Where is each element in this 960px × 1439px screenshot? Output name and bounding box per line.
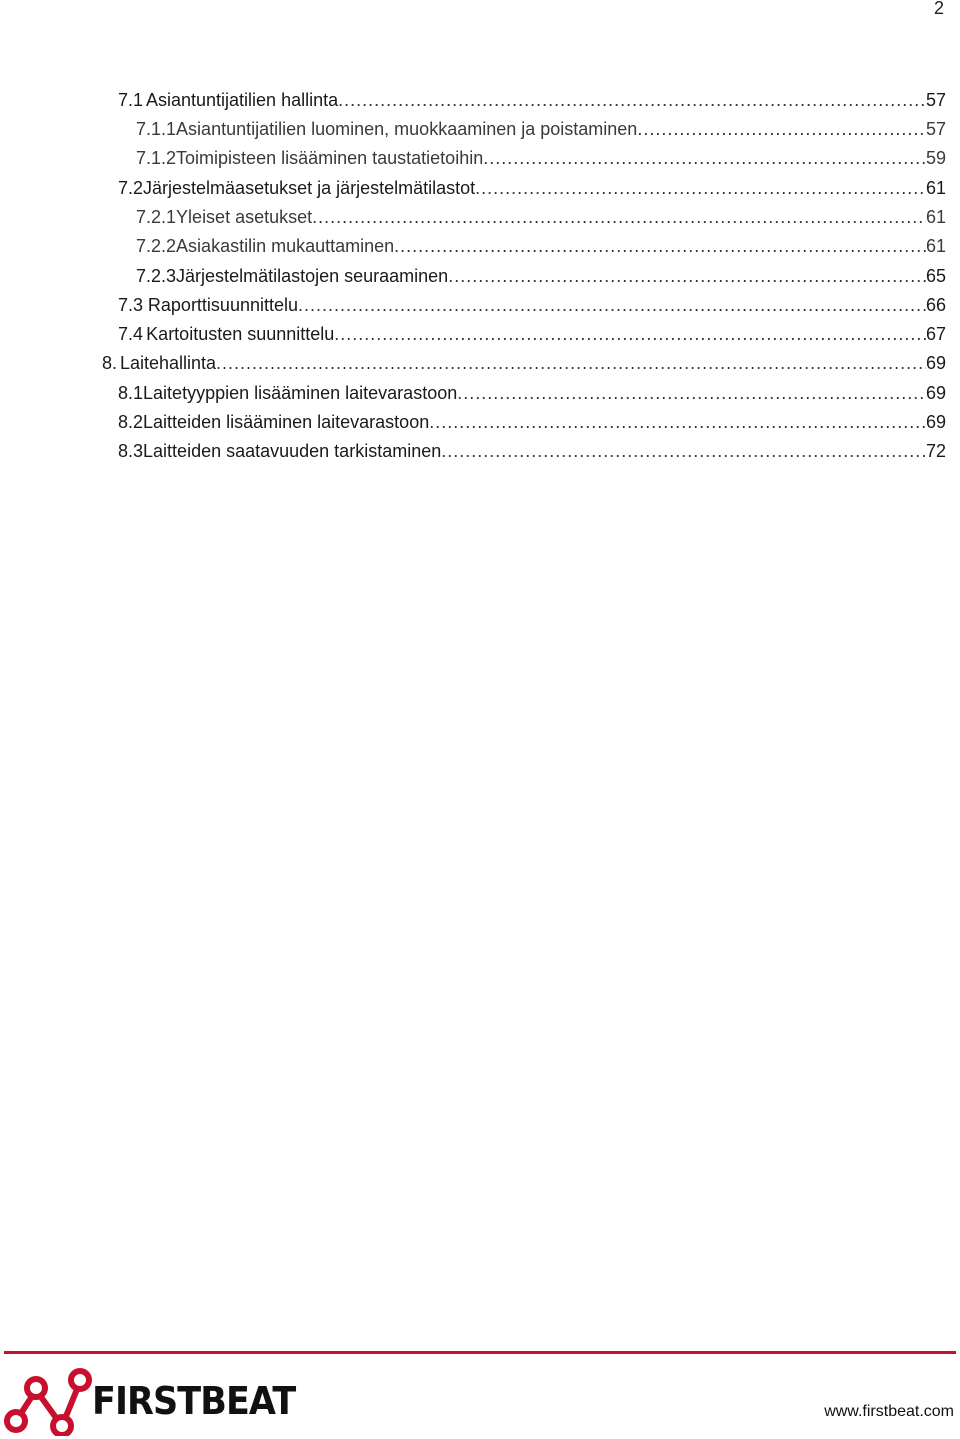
toc-entry[interactable] xyxy=(118,379,946,408)
toc-dot-leader xyxy=(338,86,926,115)
toc-entry-number: 7.1.2 xyxy=(136,148,177,168)
toc-entry-page: 59 xyxy=(925,148,946,168)
brand-wordmark: FIRSTBEAT xyxy=(92,1379,296,1423)
toc-entry-title: Laitetyyppien lisääminen laitevarastoon xyxy=(143,383,458,403)
page-number: 2 xyxy=(933,0,944,18)
toc-dot-leader xyxy=(429,408,926,437)
toc-entry[interactable] xyxy=(136,144,946,173)
toc-entry-page: 69 xyxy=(925,383,946,403)
toc-entry-page: 66 xyxy=(925,295,946,315)
toc-dot-leader xyxy=(475,174,926,203)
toc-entry-number: 7.2.1 xyxy=(136,207,177,227)
toc-dot-leader xyxy=(394,232,926,261)
footer-divider xyxy=(4,1351,956,1354)
toc-dot-leader xyxy=(298,291,926,320)
toc-entry[interactable] xyxy=(118,437,946,466)
toc-entry-title: Laitteiden lisääminen laitevarastoon xyxy=(143,412,430,432)
toc-entry-title: Järjestelmätilastojen seuraaminen xyxy=(176,266,449,286)
toc-entry-page: 65 xyxy=(925,266,946,286)
toc-entry[interactable] xyxy=(118,320,946,349)
toc-entry-title: Asiantuntijatilien hallinta xyxy=(145,90,339,110)
toc-entry[interactable] xyxy=(118,408,946,437)
toc-entry[interactable] xyxy=(136,232,946,261)
toc-dot-leader xyxy=(441,437,926,466)
toc-entry-number: 7.2 xyxy=(118,178,144,198)
toc-entry-title: Raporttisuunnittelu xyxy=(147,295,298,315)
toc-entry-title: Asiantuntijatilien luominen, muokkaaminen ja poistaminen xyxy=(176,119,638,139)
toc-entry-page: 69 xyxy=(925,412,946,432)
toc-entry-number: 7.2.3 xyxy=(136,266,177,286)
toc-entry[interactable] xyxy=(136,203,946,232)
toc-entry-number: 8.1 xyxy=(118,383,144,403)
toc-entry-number: 7.3 xyxy=(118,295,144,315)
toc-entry-title: Järjestelmäasetukset ja järjestelmätilastot xyxy=(143,178,476,198)
toc-entry-page: 61 xyxy=(925,207,946,227)
toc-entry-title: Asiakastilin mukauttaminen xyxy=(176,236,395,256)
toc-entry-title: Laitehallinta xyxy=(119,353,217,373)
toc-entry-number: 7.1 xyxy=(118,90,144,110)
toc-entry-number: 8.3 xyxy=(118,441,144,461)
toc-entry-page: 61 xyxy=(925,178,946,198)
toc-entry-page: 57 xyxy=(925,90,946,110)
toc-entry-number: 7.4 xyxy=(118,324,144,344)
toc-entry-title: Laitteiden saatavuuden tarkistaminen xyxy=(143,441,442,461)
toc-entry-title: Yleiset asetukset xyxy=(176,207,313,227)
toc-entry-page: 69 xyxy=(925,353,946,373)
toc-entry-number: 8. xyxy=(102,353,118,373)
toc-entry-page: 67 xyxy=(925,324,946,344)
toc-dot-leader xyxy=(312,203,926,232)
toc-dot-leader xyxy=(457,379,926,408)
toc-entry[interactable] xyxy=(136,115,946,144)
toc-dot-leader xyxy=(334,320,926,349)
toc-entry[interactable] xyxy=(102,349,946,378)
toc-dot-leader xyxy=(216,349,926,378)
toc-entry[interactable] xyxy=(118,86,946,115)
toc-dot-leader xyxy=(637,115,926,144)
toc-entry[interactable] xyxy=(136,262,946,291)
toc-entry-number: 8.2 xyxy=(118,412,144,432)
toc-dot-leader xyxy=(448,262,926,291)
website-url[interactable]: www.firstbeat.com xyxy=(824,1403,954,1420)
toc-entry-page: 57 xyxy=(925,119,946,139)
toc-entry-number: 7.1.1 xyxy=(136,119,177,139)
toc-entry-page: 72 xyxy=(925,441,946,461)
toc-entry-title: Toimipisteen lisääminen taustatietoihin xyxy=(176,148,484,168)
toc-dot-leader xyxy=(483,144,926,173)
toc-entry[interactable] xyxy=(118,174,946,203)
toc-entry[interactable] xyxy=(118,291,946,320)
toc-entry-title: Kartoitusten suunnittelu xyxy=(146,324,335,344)
toc-entry-page: 61 xyxy=(925,236,946,256)
toc-entry-number: 7.2.2 xyxy=(136,236,177,256)
